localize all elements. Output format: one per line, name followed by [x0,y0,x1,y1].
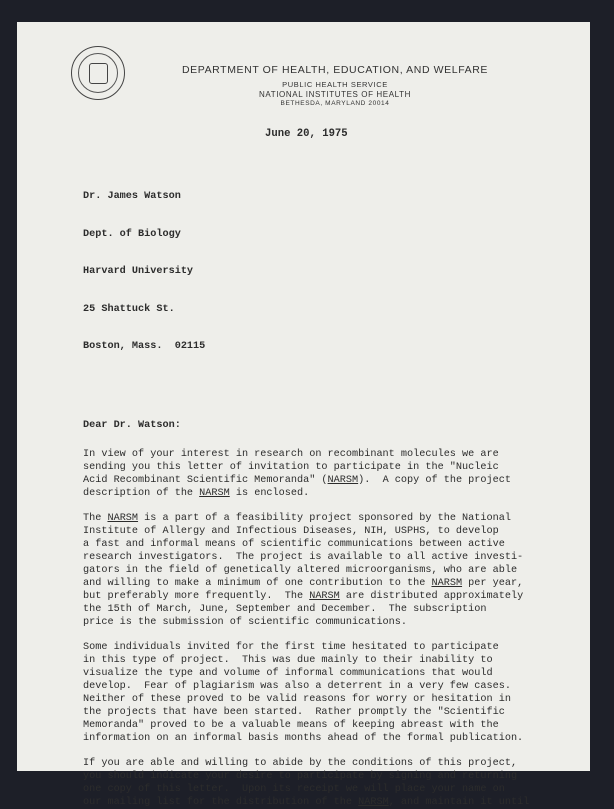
text-line: sending you this letter of invitation to participate in the "Nucleic [83,461,499,473]
recipient-address [83,166,205,379]
text-line: visualize the type and volume of informal communications that would [83,667,493,679]
salutation: Dear Dr. Watson: [83,419,181,431]
address-line: Boston, Mass. 02115 [83,341,206,352]
text-line: price is the submission of scientific communications. [83,616,408,628]
text-line: Neither of these proved to be valid reasons for worry or hesitation in [83,693,511,705]
paragraph-2 [83,512,523,629]
text-line: but preferably more frequently. The NARSM are distributed approximately [83,590,524,602]
text-line: the projects that have been started. Rather promptly the "Scientific [83,706,505,718]
text-line: Memoranda" proved to be a valuable means of keeping abreast with the [83,719,499,731]
text-line: Some individuals invited for the first time hesitated to participate [83,641,499,653]
text-line: you should indicate your desire to participate by signing and returning [83,770,518,782]
text-line: one copy of this letter. Upon its receipt we will place your name on [83,783,505,795]
hew-seal-icon [71,46,125,100]
address-line: Harvard University [83,266,194,277]
letterhead-institute: NATIONAL INSTITUTES OF HEALTH [259,89,411,99]
text-line: the 15th of March, June, September and December. The subscription [83,603,487,615]
narsm-underlined: NARSM [199,487,230,499]
text-line: Acid Recombinant Scientific Memoranda" (NARSM). A copy of the project [83,474,511,486]
letter-body [83,166,529,809]
text-line: in this type of project. This was due mainly to their inability to [83,654,493,666]
text-line: In view of your interest in research on recombinant molecules we are [83,448,499,460]
narsm-underlined: NARSM [107,512,139,524]
text-line: our mailing list for the distribution of the NARSM, and maintain it until [83,796,530,808]
address-line: Dept. of Biology [83,228,181,240]
narsm-underlined: NARSM [358,796,389,808]
text-line: Institute of Allergy and Infectious Diseases, NIH, USPHS, to develop [83,525,499,537]
text-line: description of the NARSM is enclosed. [83,487,310,499]
address-line: 25 Shattuck St. [83,303,175,315]
letterhead-department: DEPARTMENT OF HEALTH, EDUCATION, AND WELFARE [181,64,489,76]
letterhead-service: PUBLIC HEALTH SERVICE [282,80,388,90]
narsm-underlined: NARSM [431,577,463,589]
letterhead [140,64,530,108]
letter-date: June 20, 1975 [265,128,348,140]
text-line: If you are able and willing to abide by the conditions of this project, [83,757,518,769]
paragraph-1 [83,448,511,500]
text-line: and willing to make a minimum of one contribution to the NARSM per year, [83,577,524,589]
text-line: research investigators. The project is available to all active investi- [83,551,524,563]
text-line: gators in the field of genetically altered microorganisms, who are able [83,564,518,576]
narsm-underlined: NARSM [309,590,340,602]
paragraph-4 [83,757,529,809]
paragraph-3 [83,641,523,745]
address-line: Dr. James Watson [83,191,181,202]
letterhead-location: BETHESDA, MARYLAND 20014 [280,99,390,107]
text-line: information on an informal basis months ahead of the formal publication. [83,732,524,744]
text-line: a fast and informal means of scientific communications between active [83,538,505,550]
narsm-underlined: NARSM [327,474,359,486]
text-line: develop. Fear of plagiarism was also a deterrent in a very few cases. [83,680,511,692]
text-line: The NARSM is a part of a feasibility project sponsored by the National [83,512,511,524]
